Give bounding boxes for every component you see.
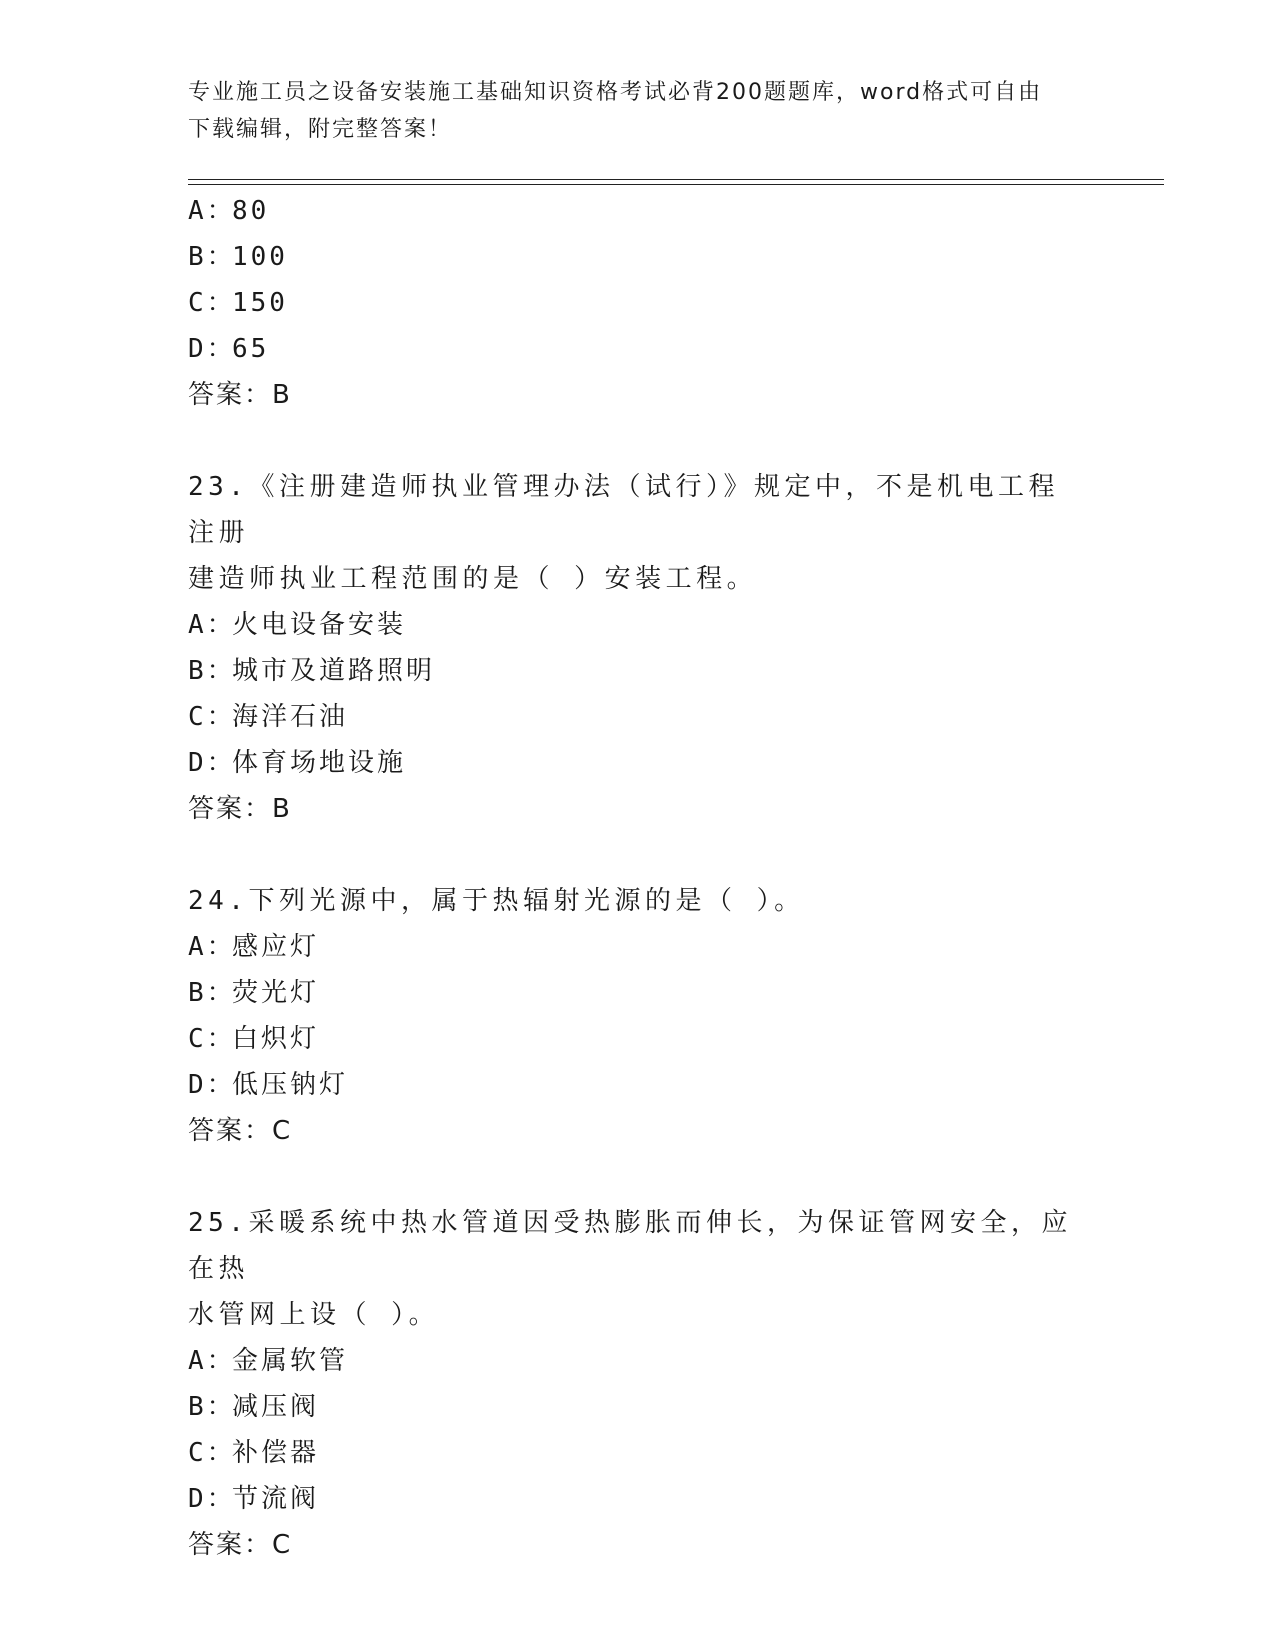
option-text: 补偿器 <box>232 1438 320 1468</box>
header-rule-bottom <box>188 184 1164 185</box>
option-c <box>188 1016 1088 1062</box>
question-stem-line-2: 建造师执业工程范围的是（ ）安装工程。 <box>188 564 758 594</box>
header-rule-top <box>188 179 1164 180</box>
option-text: 低压钠灯 <box>232 1070 349 1100</box>
option-letter: D： <box>188 334 236 364</box>
question-stem <box>188 878 1078 924</box>
option-letter: D： <box>188 1070 236 1100</box>
document-body <box>188 188 1088 1614</box>
option-b <box>188 648 1088 694</box>
header-line-2: 下载编辑，附完整答案！ <box>188 117 453 142</box>
answer-line: 答案：C <box>188 1530 293 1560</box>
answer-line: 答案：B <box>188 794 292 824</box>
option-letter: B： <box>188 978 236 1008</box>
option-letter: C： <box>188 288 236 318</box>
option-letter: A： <box>188 610 236 640</box>
option-d <box>188 326 1088 372</box>
option-letter: C： <box>188 702 236 732</box>
option-a <box>188 188 1088 234</box>
option-d <box>188 1476 1088 1522</box>
option-text: 火电设备安装 <box>232 610 407 640</box>
option-letter: B： <box>188 242 236 272</box>
document-header <box>188 74 1088 148</box>
option-text: 80 <box>232 196 270 226</box>
option-text: 感应灯 <box>232 932 320 962</box>
question-stem <box>188 1200 1078 1338</box>
option-text: 150 <box>232 288 288 318</box>
option-c <box>188 280 1088 326</box>
question-stem <box>188 464 1078 602</box>
option-letter: A： <box>188 1346 236 1376</box>
option-b <box>188 1384 1088 1430</box>
option-a <box>188 924 1088 970</box>
option-letter: C： <box>188 1024 236 1054</box>
option-letter: B： <box>188 1392 236 1422</box>
option-letter: B： <box>188 656 236 686</box>
option-b <box>188 234 1088 280</box>
option-text: 65 <box>232 334 270 364</box>
question-stem-line-2: 水管网上设（ ）。 <box>188 1300 440 1330</box>
option-letter: A： <box>188 932 236 962</box>
option-text: 白炽灯 <box>232 1024 320 1054</box>
question-stem-line-1: 24.下列光源中，属于热辐射光源的是（ ）。 <box>188 886 805 916</box>
option-text: 荧光灯 <box>232 978 320 1008</box>
option-text: 节流阀 <box>232 1484 320 1514</box>
question-stem-line-1: 25.采暖系统中热水管道因受热膨胀而伸长，为保证管网安全，应在热 <box>188 1208 1072 1284</box>
option-letter: C： <box>188 1438 236 1468</box>
option-c <box>188 1430 1088 1476</box>
question-25-block <box>188 1200 1088 1568</box>
option-text: 体育场地设施 <box>232 748 407 778</box>
question-24-block <box>188 878 1088 1154</box>
option-text: 城市及道路照明 <box>232 656 436 686</box>
answer-line: 答案：B <box>188 380 292 410</box>
option-text: 海洋石油 <box>232 702 349 732</box>
option-letter: D： <box>188 748 236 778</box>
header-line-1: 专业施工员之设备安装施工基础知识资格考试必背200题题库，word格式可自由 <box>188 80 1043 105</box>
option-a <box>188 1338 1088 1384</box>
question-stem-line-1: 23.《注册建造师执业管理办法（试行）》规定中，不是机电工程注册 <box>188 472 1059 548</box>
option-text: 减压阀 <box>232 1392 320 1422</box>
option-d <box>188 740 1088 786</box>
option-text: 金属软管 <box>232 1346 349 1376</box>
option-d <box>188 1062 1088 1108</box>
answer-line: 答案：C <box>188 1116 293 1146</box>
option-text: 100 <box>232 242 288 272</box>
question-22-block <box>188 188 1088 418</box>
option-a <box>188 602 1088 648</box>
option-c <box>188 694 1088 740</box>
option-letter: A： <box>188 196 236 226</box>
question-23-block <box>188 464 1088 832</box>
option-b <box>188 970 1088 1016</box>
option-letter: D： <box>188 1484 236 1514</box>
